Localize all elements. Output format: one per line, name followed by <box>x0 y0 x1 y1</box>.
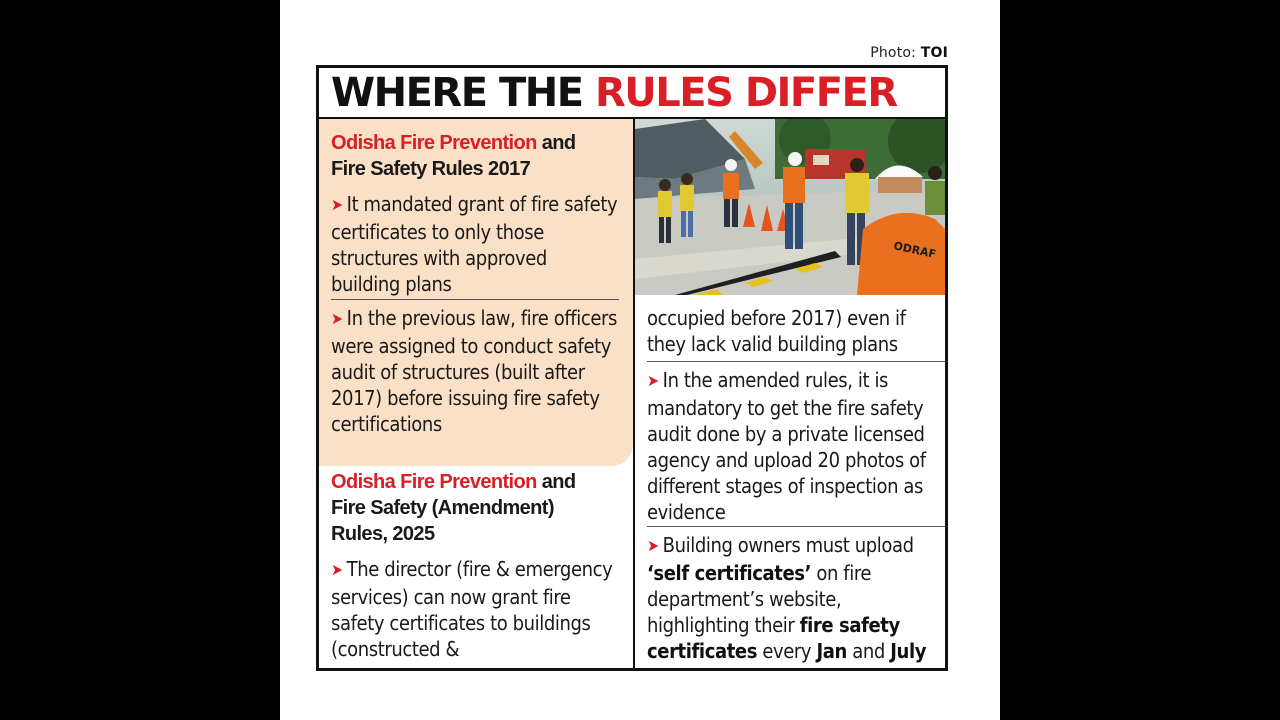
section-2017-title: Odisha Fire Prevention and Fire Safety Rules 2017 <box>331 132 576 180</box>
left-column <box>319 119 633 668</box>
headline: WHERE THE RULES DIFFER <box>331 70 897 116</box>
red-arrow-icon: ➤ <box>647 371 659 390</box>
red-arrow-icon: ➤ <box>331 195 343 214</box>
section-2025-point-1-continued: occupied before 2017) even if they lack valid building plans <box>647 306 906 356</box>
article-graphic <box>280 0 1000 720</box>
red-arrow-icon: ➤ <box>647 536 659 555</box>
red-arrow-icon: ➤ <box>331 309 343 328</box>
section-2025-point-2: ➤ In the amended rules, it is mandatory to get the fire safety audit done by a private licensed agency and upload 20 photos of different stages of inspection as evidence <box>647 368 926 524</box>
section-2017-point-2: ➤ In the previous law, fire officers were assigned to conduct safety audit of structures (built after 2017) before issuing fire safety certifications <box>331 306 617 436</box>
fire-safety-inspection-photo <box>635 119 945 295</box>
divider <box>331 299 619 300</box>
svg-text:ODRAF: ODRAF <box>892 239 938 261</box>
divider <box>647 526 945 527</box>
photo-credit: Photo: TOI <box>870 45 948 61</box>
divider <box>647 361 945 362</box>
section-2025-title: Odisha Fire Prevention and Fire Safety (Amendment) Rules, 2025 <box>331 471 576 545</box>
infographic-box <box>316 65 948 671</box>
section-2025-point-3: ➤ Building owners must upload ‘self certificates’ on fire department’s website, highlighting their fire safety certificates every Jan and July <box>647 533 927 663</box>
section-2017-point-1: ➤ It mandated grant of fire safety certificates to only those structures with approved building plans <box>331 192 618 296</box>
right-column <box>635 119 945 668</box>
section-2025-point-1: ➤ The director (fire & emergency services) can now grant fire safety certificates to buildings (constructed & <box>331 557 613 661</box>
red-arrow-icon: ➤ <box>331 560 343 579</box>
